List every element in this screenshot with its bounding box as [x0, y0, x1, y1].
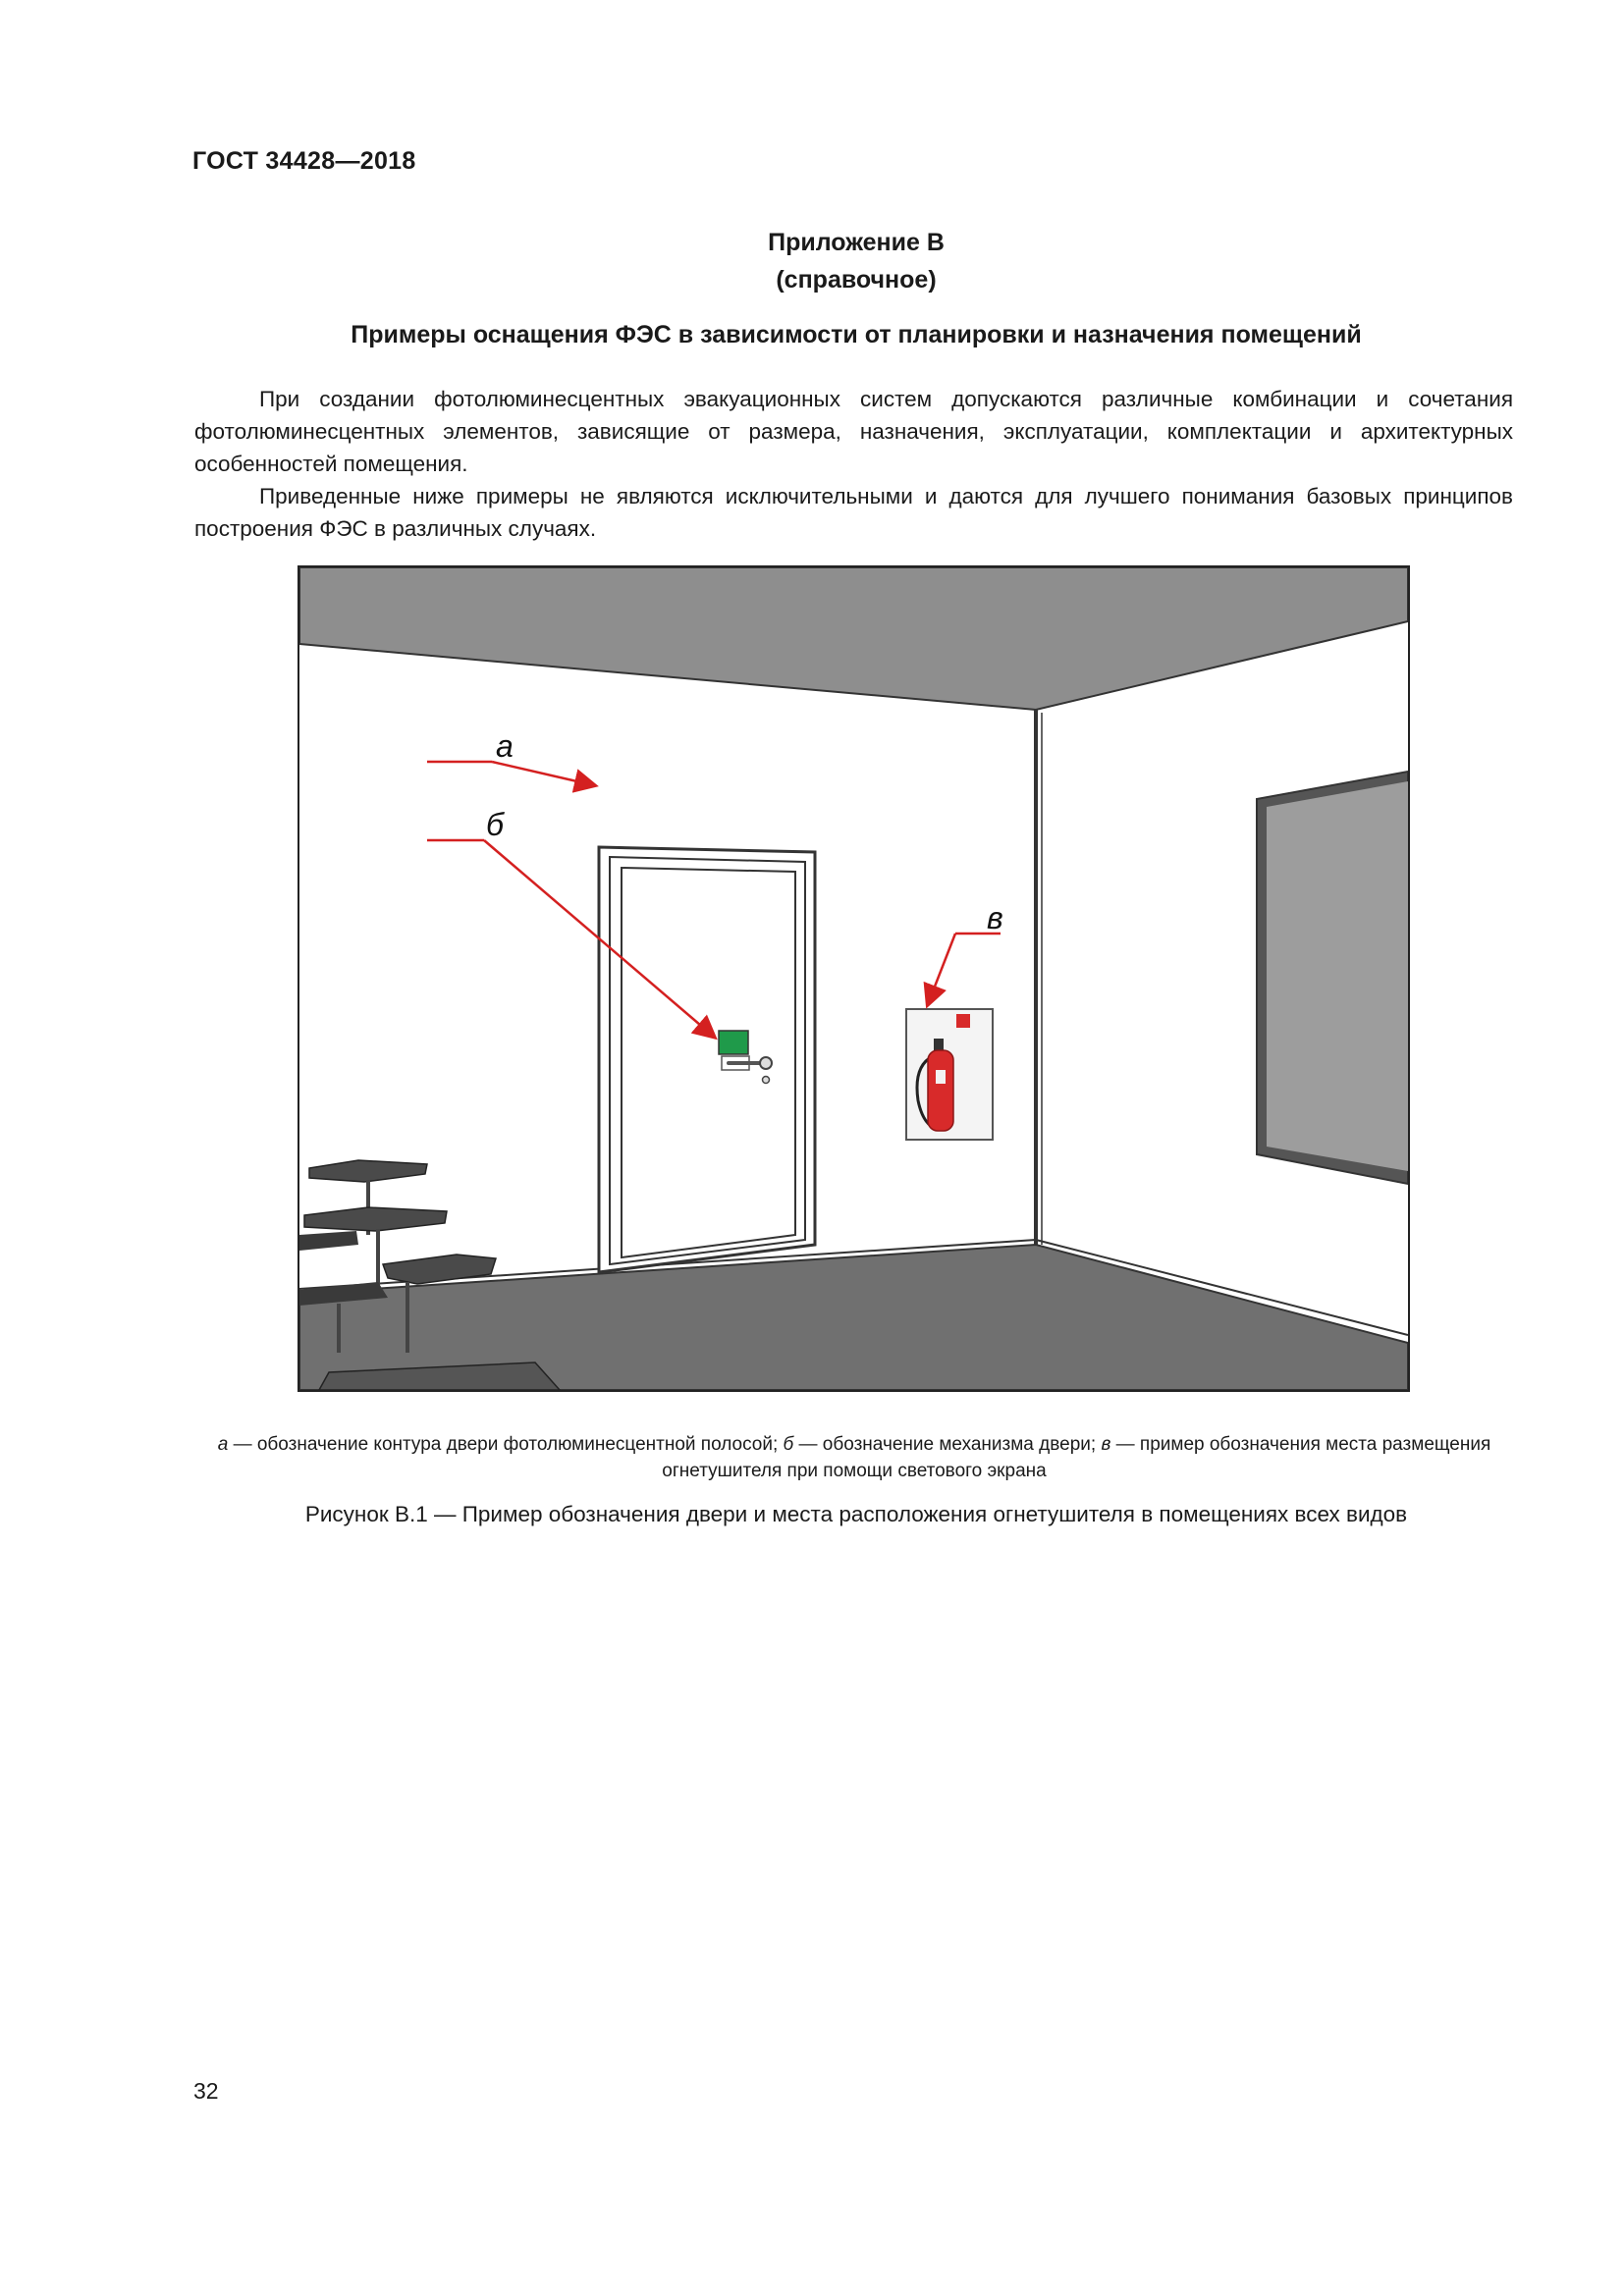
paragraph-2: Приведенные ниже примеры не являются исключительными и даются для лучшего понимания базовых принципов построения ФЭС в различных случаях.	[194, 484, 1513, 541]
legend-a-letter: а	[217, 1434, 229, 1455]
legend-b-text: — обозначение механизма двери;	[793, 1434, 1102, 1455]
door-mechanism-sign	[719, 1031, 748, 1054]
label-b: б	[486, 807, 504, 842]
room-drawing	[299, 567, 1408, 1390]
label-v: в	[987, 900, 1003, 935]
appendix-type: (справочное)	[776, 266, 937, 294]
legend-a-text: — обозначение контура двери фотолюминесцентной полосой;	[228, 1434, 784, 1455]
legend-b-letter: б	[783, 1434, 794, 1455]
page-number: 32	[193, 2078, 219, 2104]
fire-extinguisher-icon	[928, 1050, 953, 1131]
section-title: Примеры оснащения ФЭС в зависимости от планировки и назначения помещений	[351, 321, 1362, 348]
legend-v-text: — пример обозначения места размещения огнетушителя при помощи светового экрана	[662, 1434, 1491, 1481]
paragraph-1: При создании фотолюминесцентных эвакуационных систем допускаются различные комбинации и сочетания фотолюминесцентных элементов, зависящие от размера, назначения, эксплуатации, комплектации и архитектурных особенностей помещения.	[194, 387, 1513, 476]
body-text	[194, 383, 1513, 545]
appendix-title: Приложение В	[768, 229, 945, 256]
document-header: ГОСТ 34428—2018	[192, 147, 416, 175]
figure-title: Рисунок В.1 — Пример обозначения двери и места расположения огнетушителя в помещениях всех видов	[304, 1502, 1408, 1526]
legend-v-letter: в	[1101, 1434, 1111, 1455]
figure-legend	[192, 1431, 1516, 1484]
label-a: а	[496, 728, 514, 764]
appendix-heading	[0, 224, 1624, 298]
extinguisher-sign-icon	[956, 1014, 970, 1028]
figure-room-illustration	[298, 565, 1410, 1392]
